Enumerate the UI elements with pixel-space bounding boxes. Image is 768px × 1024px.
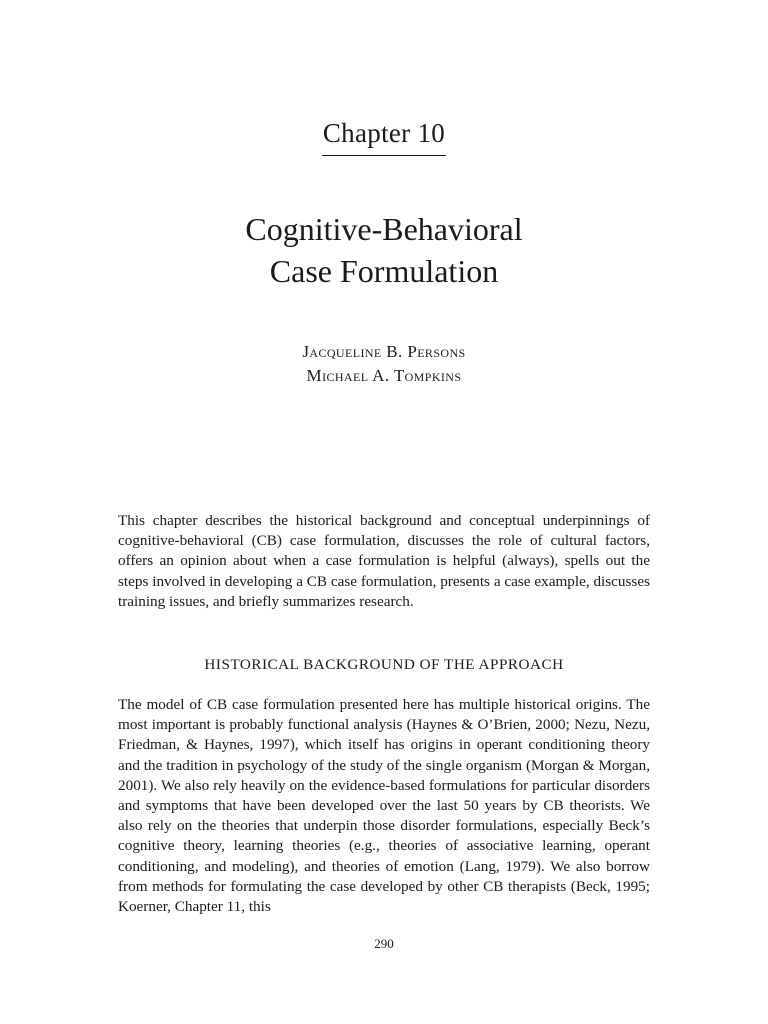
chapter-underline <box>322 155 446 156</box>
chapter-abstract: This chapter describes the historical background and conceptual underpinnings of cognitive-behavioral (CB) case formulation, discusses the role of cultural factors, offers an opinion about when a case formulation is helpful (always), spells out the steps involved in developing a CB case formulation, presents a case example, discusses training issues, and briefly summarizes research. <box>118 512 650 610</box>
section-heading: HISTORICAL BACKGROUND OF THE APPROACH <box>204 656 564 673</box>
chapter-label: Chapter 10 <box>322 118 446 148</box>
chapter-title-line-1: Cognitive-Behavioral <box>245 211 523 247</box>
author-name: Jacqueline B. Persons <box>302 342 466 361</box>
author-name: Michael A. Tompkins <box>306 366 462 385</box>
author-list <box>0 340 768 388</box>
chapter-title-line-2: Case Formulation <box>269 253 499 289</box>
page-number: 290 <box>374 936 394 951</box>
chapter-title <box>0 208 768 292</box>
body-paragraph: The model of CB case formulation presented here has multiple historical origins. The most important is probably functional analysis (Haynes & O’Brien, 2000; Nezu, Nezu, Friedman, & Haynes, 1997), which itself has origins in operant conditioning theory and the tradition in psychology of the study of the single organism (Morgan & Morgan, 2001). We also rely heavily on the evidence-based formulations for particular disorders and symptoms that have been developed over the last 50 years by CB theorists. We also rely on the theories that underpin those disorder formulations, especially Beck’s cognitive theory, learning theories (e.g., theories of associative learning, operant conditioning, and modeling), and theories of emotion (Lang, 1979). We also borrow from methods for formulating the case developed by other CB therapists (Beck, 1995; Koerner, Chapter 11, this <box>118 696 650 916</box>
